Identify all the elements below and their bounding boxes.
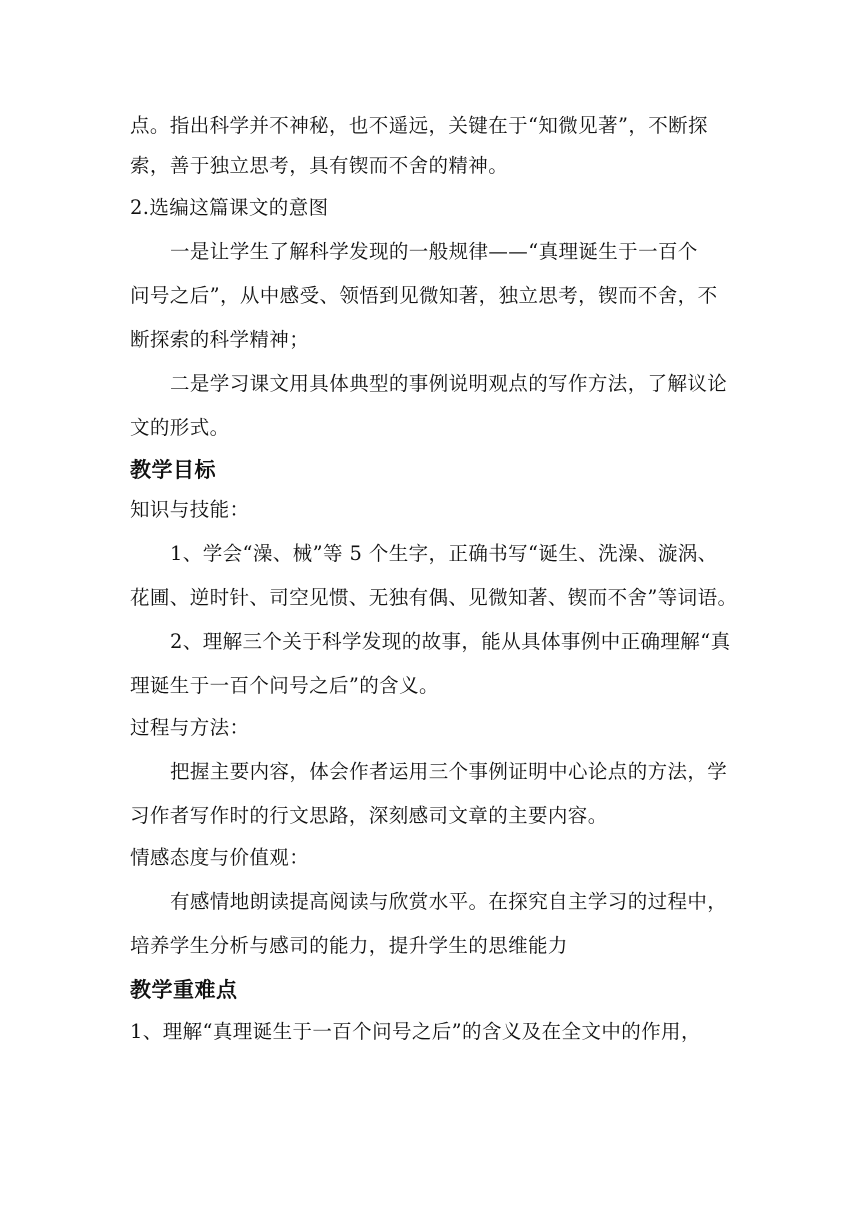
section-subtitle: 2.选编这篇课文的意图 bbox=[130, 196, 329, 219]
paragraph-line: 二是学习课文用具体典型的事例说明观点的写作方法，了解议论 bbox=[170, 372, 728, 395]
paragraph-line: 花圃、逆时针、司空见惯、无独有偶、见微知著、锲而不舍”等词语。 bbox=[130, 586, 738, 609]
paragraph-line: 点。指出科学并不神秘，也不遥远，关键在于“知微见著”，不断探 bbox=[130, 114, 708, 137]
paragraph-line: 问号之后”，从中感受、领悟到见微知著，独立思考，锲而不舍，不 bbox=[130, 284, 718, 307]
paragraph-line: 1、理解“真理诞生于一百个问号之后”的含义及在全文中的作用， bbox=[130, 1020, 701, 1043]
paragraph-line: 索，善于独立思考，具有锲而不舍的精神。 bbox=[130, 154, 509, 177]
paragraph-line: 1、学会“澡、械”等 5 个生字，正确书写“诞生、洗澡、漩涡、 bbox=[170, 542, 718, 565]
paragraph-line: 习作者写作时的行文思路，深刻感司文章的主要内容。 bbox=[130, 804, 608, 827]
subsection-label: 情感态度与价值观： bbox=[130, 846, 310, 869]
paragraph-line: 有感情地朗读提高阅读与欣赏水平。在探究自主学习的过程中， bbox=[170, 890, 728, 913]
document-body bbox=[130, 108, 736, 1050]
paragraph-line: 理诞生于一百个问号之后”的含义。 bbox=[130, 674, 439, 697]
paragraph-line: 把握主要内容，体会作者运用三个事例证明中心论点的方法，学 bbox=[170, 760, 728, 783]
subsection-label: 过程与方法： bbox=[130, 716, 250, 739]
paragraph-line: 2、理解三个关于科学发现的故事，能从具体事例中正确理解“真 bbox=[170, 630, 731, 653]
paragraph-line: 文的形式。 bbox=[130, 416, 230, 439]
paragraph-line: 一是让学生了解科学发现的一般规律——“真理诞生于一百个 bbox=[170, 240, 698, 263]
subsection-label: 知识与技能： bbox=[130, 498, 250, 521]
section-heading: 教学重难点 bbox=[130, 978, 238, 1002]
paragraph-line: 培养学生分析与感司的能力，提升学生的思维能力 bbox=[130, 934, 568, 957]
section-heading: 教学目标 bbox=[130, 458, 216, 482]
paragraph-line: 断探索的科学精神； bbox=[130, 328, 310, 351]
